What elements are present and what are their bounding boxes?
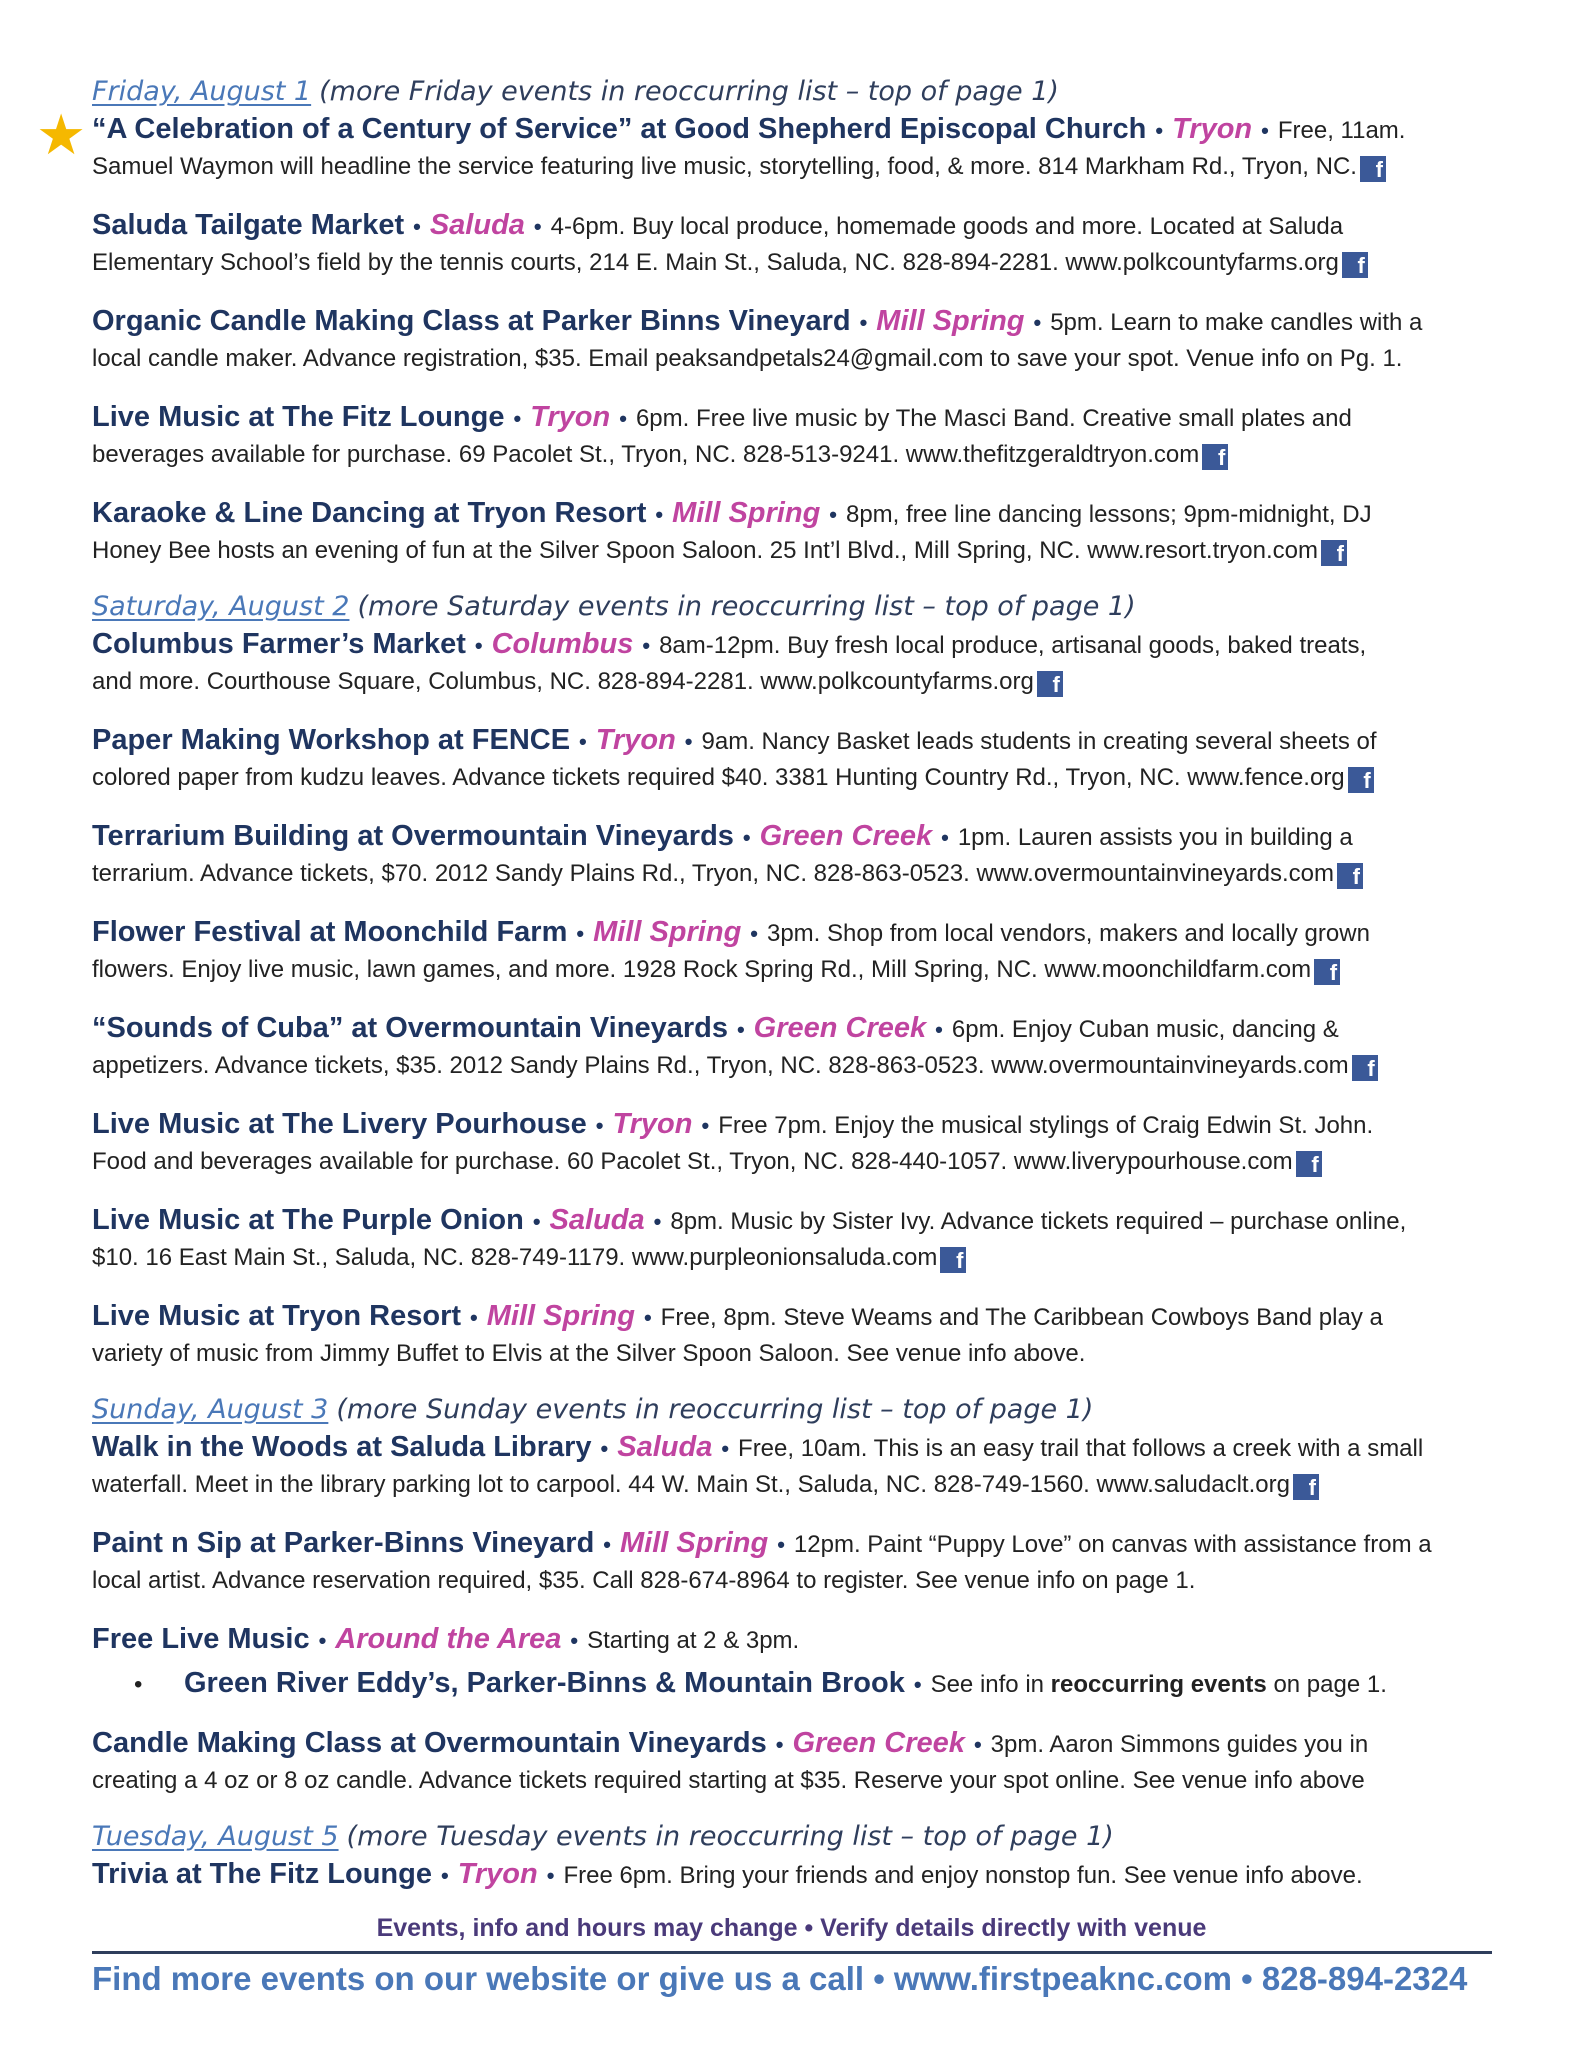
facebook-icon[interactable]: f bbox=[1360, 156, 1386, 182]
event-line-1 bbox=[92, 303, 1552, 341]
separator-bullet: • bbox=[413, 214, 421, 239]
sub-bullet-pre: See info in bbox=[930, 1671, 1044, 1698]
event-location: Green Creek bbox=[759, 820, 933, 852]
event-details: Starting at 2 & 3pm. bbox=[587, 1627, 800, 1654]
event-title: Live Music at The Livery Pourhouse bbox=[92, 1108, 587, 1140]
event-line-2 bbox=[92, 341, 1552, 377]
separator-bullet: • bbox=[913, 1672, 922, 1697]
event-location: Tryon bbox=[612, 1108, 693, 1140]
footer-contact[interactable]: Find more events on our website or give us a call • www.firstpeaknc.com • 828-894-2324 bbox=[92, 1960, 1468, 1997]
facebook-icon[interactable]: f bbox=[1037, 671, 1063, 697]
separator-bullet: • bbox=[546, 1863, 555, 1888]
event-title: Flower Festival at Moonchild Farm bbox=[92, 916, 568, 948]
event-title: Live Music at The Fitz Lounge bbox=[92, 401, 505, 433]
event-details: 9am. Nancy Basket leads students in creating several sheets of bbox=[701, 728, 1377, 755]
separator-bullet: • bbox=[318, 1628, 327, 1653]
event-description: Food and beverages available for purchase. 60 Pacolet St., Tryon, NC. 828-440-1057. www.liverypourhouse.com bbox=[92, 1148, 1293, 1175]
event-title: Terrarium Building at Overmountain Vineyards bbox=[92, 820, 734, 852]
event-location: Mill Spring bbox=[486, 1300, 635, 1332]
event-title: “A Celebration of a Century of Service” at Good Shepherd Episcopal Church bbox=[92, 113, 1147, 145]
event-details: 8pm, free line dancing lessons; 9pm-midnight, DJ bbox=[845, 501, 1372, 528]
separator-bullet: • bbox=[684, 729, 693, 754]
event-line-1 bbox=[92, 1725, 1552, 1763]
list-bullet: • bbox=[134, 1671, 143, 1698]
event-location: Tryon bbox=[457, 1858, 538, 1890]
separator-bullet: • bbox=[829, 502, 837, 527]
event-item bbox=[92, 1725, 1552, 1799]
event-line-1 bbox=[92, 1621, 1552, 1659]
event-description: and more. Courthouse Square, Columbus, NC. 828-894-2281. www.polkcountyfarms.org bbox=[92, 668, 1034, 695]
event-description: Elementary School’s field by the tennis courts, 214 E. Main St., Saluda, NC. 828-894-2281. www.polkcountyfarms.org bbox=[92, 249, 1339, 276]
event-details: Free 7pm. Enjoy the musical stylings of Craig Edwin St. John. bbox=[718, 1112, 1374, 1139]
separator-bullet: • bbox=[600, 1436, 609, 1461]
star-icon: ★ bbox=[36, 103, 87, 166]
event-item bbox=[92, 1856, 1552, 1894]
event-details: 4-6pm. Buy local produce, homemade goods and more. Located at Saluda bbox=[550, 213, 1344, 240]
day-note: (more Saturday events in reoccurring list – top of page 1) bbox=[357, 591, 1136, 622]
event-details: 6pm. Enjoy Cuban music, dancing & bbox=[951, 1016, 1339, 1043]
event-line-2 bbox=[92, 437, 1552, 473]
event-line-2 bbox=[92, 1048, 1552, 1084]
event-description: Honey Bee hosts an evening of fun at the Silver Spoon Saloon. 25 Int’l Blvd., Mill Spring, NC. www.resort.tryon.com bbox=[92, 537, 1318, 564]
facebook-icon[interactable]: f bbox=[1321, 540, 1347, 566]
event-line-1 bbox=[92, 1856, 1552, 1894]
day-date: Sunday, August 3 bbox=[92, 1394, 329, 1425]
sub-bullet-bold: reoccurring events bbox=[1050, 1671, 1267, 1698]
event-details: 5pm. Learn to make candles with a bbox=[1050, 309, 1423, 336]
event-location: Tryon bbox=[530, 401, 611, 433]
events-listing bbox=[36, 70, 1552, 1916]
event-location: Around the Area bbox=[335, 1623, 562, 1655]
event-title: Live Music at The Purple Onion bbox=[92, 1204, 524, 1236]
day-heading bbox=[92, 591, 1552, 622]
event-line-2 bbox=[92, 1563, 1552, 1599]
event-line-2 bbox=[92, 1763, 1552, 1799]
separator-bullet: • bbox=[576, 921, 585, 946]
separator-bullet: • bbox=[859, 310, 868, 335]
event-description: waterfall. Meet in the library parking lot to carpool. 44 W. Main St., Saluda, NC. 828-749-1560. www.saludaclt.org bbox=[92, 1471, 1290, 1498]
event-line-2 bbox=[92, 856, 1552, 892]
facebook-icon[interactable]: f bbox=[1337, 863, 1363, 889]
separator-bullet: • bbox=[570, 1628, 579, 1653]
event-description: $10. 16 East Main St., Saluda, NC. 828-749-1179. www.purpleonionsaluda.com bbox=[92, 1244, 938, 1271]
event-title: Free Live Music bbox=[92, 1623, 310, 1655]
facebook-icon[interactable]: f bbox=[1296, 1151, 1322, 1177]
event-description: beverages available for purchase. 69 Pacolet St., Tryon, NC. 828-513-9241. www.thefitzgeraldtryon.com bbox=[92, 441, 1200, 468]
event-title: Saluda Tailgate Market bbox=[92, 209, 405, 241]
facebook-icon[interactable]: f bbox=[1293, 1474, 1319, 1500]
event-location: Columbus bbox=[491, 628, 634, 660]
event-description: local candle maker. Advance registration, $35. Email peaksandpetals24@gmail.com to save your spot. Venue info on Pg. 1. bbox=[92, 345, 1403, 372]
event-line-1 bbox=[92, 722, 1552, 760]
event-item bbox=[92, 914, 1552, 988]
day-date: Saturday, August 2 bbox=[92, 591, 350, 622]
event-item bbox=[92, 818, 1552, 892]
event-location: Mill Spring bbox=[876, 305, 1025, 337]
sub-bullet-title: Green River Eddy’s, Parker-Binns & Mountain Brook bbox=[184, 1667, 905, 1699]
separator-bullet: • bbox=[653, 1209, 662, 1234]
separator-bullet: • bbox=[532, 1209, 541, 1234]
separator-bullet: • bbox=[470, 1305, 478, 1330]
event-item bbox=[92, 1525, 1552, 1599]
event-title: Organic Candle Making Class at Parker Binns Vineyard bbox=[92, 305, 851, 337]
event-location: Mill Spring bbox=[620, 1527, 769, 1559]
event-item bbox=[92, 626, 1552, 700]
event-line-2 bbox=[92, 245, 1552, 281]
event-item bbox=[92, 1010, 1552, 1084]
event-location: Saluda bbox=[429, 209, 525, 241]
day-date: Tuesday, August 5 bbox=[92, 1821, 339, 1852]
event-description: terrarium. Advance tickets, $70. 2012 Sandy Plains Rd., Tryon, NC. 828-863-0523. www.overmountainvineyards.com bbox=[92, 860, 1334, 887]
separator-bullet: • bbox=[643, 1305, 652, 1330]
facebook-icon[interactable]: f bbox=[1342, 252, 1368, 278]
separator-bullet: • bbox=[736, 1017, 745, 1042]
event-item bbox=[36, 103, 1552, 185]
event-description: flowers. Enjoy live music, lawn games, and more. 1928 Rock Spring Rd., Mill Spring, NC. www.moonchildfarm.com bbox=[92, 956, 1312, 983]
separator-bullet: • bbox=[941, 825, 949, 850]
event-item bbox=[92, 495, 1552, 569]
event-description: colored paper from kudzu leaves. Advance tickets required $40. 3381 Hunting Country Rd., Tryon, NC. www.fence.org bbox=[92, 764, 1345, 791]
separator-bullet: • bbox=[579, 729, 587, 754]
event-details: Free, 11am. bbox=[1277, 117, 1406, 144]
facebook-icon[interactable]: f bbox=[1202, 444, 1228, 470]
event-line-2 bbox=[92, 1144, 1552, 1180]
event-item bbox=[92, 1429, 1552, 1503]
event-line-2 bbox=[92, 149, 1552, 185]
event-location: Green Creek bbox=[792, 1727, 965, 1759]
separator-bullet: • bbox=[775, 1732, 784, 1757]
event-description: local artist. Advance reservation required, $35. Call 828-674-8964 to register. See venue info on page 1. bbox=[92, 1567, 1196, 1594]
event-title: Candle Making Class at Overmountain Vineyards bbox=[92, 1727, 767, 1759]
event-details: 12pm. Paint “Puppy Love” on canvas with assistance from a bbox=[793, 1531, 1432, 1558]
day-note: (more Friday events in reoccurring list – top of page 1) bbox=[319, 76, 1059, 107]
event-title: Karaoke & Line Dancing at Tryon Resort bbox=[92, 497, 647, 529]
event-line-2 bbox=[92, 533, 1552, 569]
event-item bbox=[92, 1106, 1552, 1180]
footer-divider bbox=[92, 1951, 1492, 1954]
event-title: “Sounds of Cuba” at Overmountain Vineyards bbox=[92, 1012, 728, 1044]
event-line-1 bbox=[92, 1010, 1552, 1048]
facebook-icon[interactable]: f bbox=[940, 1247, 966, 1273]
separator-bullet: • bbox=[1261, 118, 1269, 143]
separator-bullet: • bbox=[1033, 310, 1042, 335]
event-details: 6pm. Free live music by The Masci Band. Creative small plates and bbox=[635, 405, 1352, 432]
event-line-1 bbox=[92, 495, 1552, 533]
separator-bullet: • bbox=[474, 633, 483, 658]
event-title: Paper Making Workshop at FENCE bbox=[92, 724, 571, 756]
event-location: Tryon bbox=[595, 724, 676, 756]
event-line-1 bbox=[92, 1202, 1552, 1240]
day-date: Friday, August 1 bbox=[92, 76, 312, 107]
separator-bullet: • bbox=[655, 502, 664, 527]
event-line-2 bbox=[92, 1240, 1552, 1276]
event-line-1 bbox=[92, 1525, 1552, 1563]
event-location: Mill Spring bbox=[593, 916, 742, 948]
event-title: Paint n Sip at Parker-Binns Vineyard bbox=[92, 1527, 595, 1559]
event-item bbox=[92, 207, 1552, 281]
separator-bullet: • bbox=[721, 1436, 730, 1461]
separator-bullet: • bbox=[533, 214, 542, 239]
separator-bullet: • bbox=[642, 633, 651, 658]
event-title: Columbus Farmer’s Market bbox=[92, 628, 466, 660]
day-note: (more Tuesday events in reoccurring list – top of page 1) bbox=[346, 1821, 1114, 1852]
event-line-2 bbox=[92, 952, 1552, 988]
separator-bullet: • bbox=[440, 1863, 449, 1888]
event-line-2 bbox=[92, 1336, 1552, 1372]
event-line-1 bbox=[92, 111, 1552, 149]
event-location: Saluda bbox=[549, 1204, 645, 1236]
event-details: 8am-12pm. Buy fresh local produce, artisanal goods, baked treats, bbox=[659, 632, 1367, 659]
event-title: Trivia at The Fitz Lounge bbox=[92, 1858, 432, 1890]
separator-bullet: • bbox=[595, 1113, 604, 1138]
day-heading bbox=[92, 76, 1552, 107]
event-line-2 bbox=[92, 1467, 1552, 1503]
separator-bullet: • bbox=[619, 406, 627, 431]
separator-bullet: • bbox=[777, 1532, 785, 1557]
event-details: 1pm. Lauren assists you in building a bbox=[957, 824, 1353, 851]
event-item bbox=[92, 1298, 1552, 1372]
event-details: 3pm. Shop from local vendors, makers and locally grown bbox=[766, 920, 1370, 947]
facebook-icon[interactable]: f bbox=[1352, 1055, 1378, 1081]
separator-bullet: • bbox=[513, 406, 522, 431]
event-location: Saluda bbox=[617, 1431, 713, 1463]
event-item bbox=[92, 303, 1552, 377]
day-note: (more Sunday events in reoccurring list – top of page 1) bbox=[336, 1394, 1094, 1425]
event-description: creating a 4 oz or 8 oz candle. Advance tickets required starting at $35. Reserve your spot online. See venue info above bbox=[92, 1767, 1365, 1794]
event-line-1 bbox=[92, 818, 1552, 856]
facebook-icon[interactable]: f bbox=[1348, 767, 1374, 793]
event-description: variety of music from Jimmy Buffet to Elvis at the Silver Spoon Saloon. See venue info above. bbox=[92, 1340, 1086, 1367]
event-title: Live Music at Tryon Resort bbox=[92, 1300, 462, 1332]
event-item bbox=[92, 1621, 1552, 1703]
separator-bullet: • bbox=[701, 1113, 710, 1138]
event-item bbox=[92, 1202, 1552, 1276]
footer-note: Events, info and hours may change • Verify details directly with venue bbox=[376, 1914, 1207, 1942]
sub-bullet-post: on page 1. bbox=[1273, 1671, 1387, 1698]
event-title: Walk in the Woods at Saluda Library bbox=[92, 1431, 592, 1463]
event-line-1 bbox=[92, 1106, 1552, 1144]
event-details: Free 6pm. Bring your friends and enjoy nonstop fun. See venue info above. bbox=[563, 1862, 1363, 1889]
event-line-1 bbox=[92, 626, 1552, 664]
separator-bullet: • bbox=[742, 825, 751, 850]
event-location: Tryon bbox=[1172, 113, 1253, 145]
separator-bullet: • bbox=[603, 1532, 611, 1557]
event-line-1 bbox=[92, 1429, 1552, 1467]
event-line-2 bbox=[92, 664, 1552, 700]
separator-bullet: • bbox=[973, 1732, 982, 1757]
event-location: Mill Spring bbox=[672, 497, 821, 529]
separator-bullet: • bbox=[750, 921, 758, 946]
event-location: Green Creek bbox=[753, 1012, 927, 1044]
separator-bullet: • bbox=[1155, 118, 1164, 143]
event-details: Free, 8pm. Steve Weams and The Caribbean Cowboys Band play a bbox=[660, 1304, 1383, 1331]
event-line-1 bbox=[92, 399, 1552, 437]
sub-bullet-item bbox=[134, 1665, 1552, 1703]
event-line-1 bbox=[92, 914, 1552, 952]
day-heading bbox=[92, 1821, 1552, 1852]
event-description: appetizers. Advance tickets, $35. 2012 Sandy Plains Rd., Tryon, NC. 828-863-0523. www.overmountainvineyards.com bbox=[92, 1052, 1349, 1079]
event-line-2 bbox=[92, 760, 1552, 796]
separator-bullet: • bbox=[935, 1017, 943, 1042]
event-details: 8pm. Music by Sister Ivy. Advance tickets required – purchase online, bbox=[670, 1208, 1407, 1235]
event-details: 3pm. Aaron Simmons guides you in bbox=[990, 1731, 1369, 1758]
event-item bbox=[92, 399, 1552, 473]
event-description: Samuel Waymon will headline the service featuring live music, storytelling, food, & more. 814 Markham Rd., Tryon, NC. bbox=[92, 153, 1357, 180]
day-heading bbox=[92, 1394, 1552, 1425]
event-line-1 bbox=[92, 1298, 1552, 1336]
event-details: Free, 10am. This is an easy trail that follows a creek with a small bbox=[738, 1435, 1424, 1462]
event-item bbox=[92, 722, 1552, 796]
facebook-icon[interactable]: f bbox=[1314, 959, 1340, 985]
event-line-1 bbox=[92, 207, 1552, 245]
